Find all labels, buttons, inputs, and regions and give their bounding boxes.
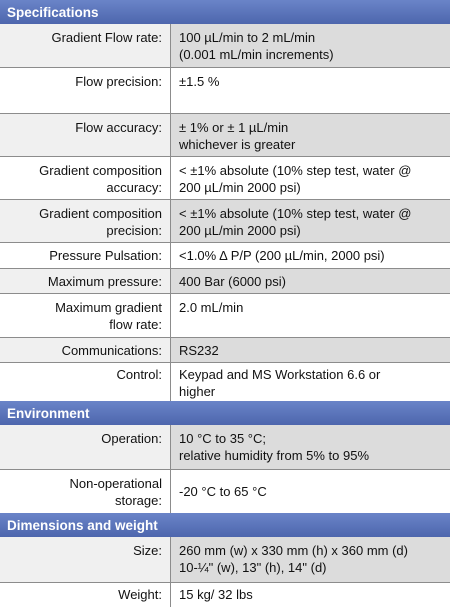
dim-row-size bbox=[0, 537, 450, 582]
value-text: ± 1% or ± 1 µL/min bbox=[179, 120, 289, 135]
spec-row-maximum-gradient-flow-rate bbox=[0, 294, 450, 337]
row-value bbox=[170, 68, 450, 113]
label-text: Pressure Pulsation: bbox=[49, 248, 162, 263]
value-text: 200 µL/min 2000 psi) bbox=[179, 223, 301, 238]
row-value bbox=[170, 363, 450, 401]
spec-row-maximum-pressure bbox=[0, 269, 450, 293]
section-title: Environment bbox=[7, 405, 90, 421]
value-text: 10 °C to 35 °C; bbox=[179, 431, 266, 446]
row-value bbox=[170, 294, 450, 337]
row-value bbox=[170, 269, 450, 293]
label-text: accuracy: bbox=[106, 180, 162, 195]
label-text: Communications: bbox=[61, 343, 162, 358]
spec-row-flow-accuracy bbox=[0, 114, 450, 156]
row-value bbox=[170, 200, 450, 242]
dim-row-weight bbox=[0, 583, 450, 607]
row-value bbox=[170, 24, 450, 68]
value-text: higher bbox=[179, 384, 216, 399]
section-title: Specifications bbox=[7, 4, 99, 20]
row-label bbox=[0, 114, 170, 156]
value-text: 2.0 mL/min bbox=[179, 300, 244, 315]
row-label bbox=[0, 24, 170, 68]
spec-row-gradient-flow-rate bbox=[0, 24, 450, 68]
row-value bbox=[170, 470, 450, 513]
row-value bbox=[170, 338, 450, 362]
row-label bbox=[0, 583, 170, 607]
label-text: storage: bbox=[115, 493, 162, 508]
label-text: Size: bbox=[133, 543, 162, 558]
row-label bbox=[0, 338, 170, 362]
value-text: 260 mm (w) x 330 mm (h) x 360 mm (d) bbox=[179, 543, 408, 558]
spec-row-control bbox=[0, 363, 450, 401]
section-header-dimensions-and-weight bbox=[0, 513, 450, 537]
value-text: ±1.5 % bbox=[179, 74, 220, 89]
row-label bbox=[0, 294, 170, 337]
row-value bbox=[170, 537, 450, 582]
row-value bbox=[170, 425, 450, 469]
row-label bbox=[0, 537, 170, 582]
value-text: relative humidity from 5% to 95% bbox=[179, 448, 370, 463]
label-text: precision: bbox=[106, 223, 162, 238]
spec-row-flow-precision bbox=[0, 68, 450, 113]
label-text: Maximum pressure: bbox=[47, 274, 162, 289]
value-text: Keypad and MS Workstation 6.6 or bbox=[179, 367, 381, 382]
spec-row-pressure-pulsation bbox=[0, 243, 450, 268]
value-text: < ±1% absolute (10% step test, water @ bbox=[179, 206, 412, 221]
row-label bbox=[0, 200, 170, 242]
label-text: Gradient Flow rate: bbox=[51, 30, 162, 45]
row-label bbox=[0, 243, 170, 268]
value-text: -20 °C to 65 °C bbox=[179, 484, 267, 499]
label-text: Flow precision: bbox=[75, 74, 162, 89]
env-row-non-operational-storage bbox=[0, 470, 450, 513]
label-text: Flow accuracy: bbox=[75, 120, 162, 135]
spec-row-communications bbox=[0, 338, 450, 362]
value-text: 15 kg/ 32 lbs bbox=[179, 587, 253, 602]
row-label bbox=[0, 363, 170, 401]
section-header-environment bbox=[0, 401, 450, 425]
row-value bbox=[170, 583, 450, 607]
env-row-operation bbox=[0, 425, 450, 469]
label-text: Non-operational bbox=[69, 476, 162, 491]
value-text: (0.001 mL/min increments) bbox=[179, 47, 334, 62]
row-label bbox=[0, 470, 170, 513]
row-label bbox=[0, 157, 170, 199]
spec-row-gradient-composition-accuracy bbox=[0, 157, 450, 199]
label-text: Weight: bbox=[118, 587, 162, 602]
label-text: Gradient composition bbox=[39, 163, 162, 178]
value-text: 400 Bar (6000 psi) bbox=[179, 274, 286, 289]
row-label bbox=[0, 269, 170, 293]
value-text: 100 µL/min to 2 mL/min bbox=[179, 30, 316, 45]
row-label bbox=[0, 425, 170, 469]
row-label bbox=[0, 68, 170, 113]
value-text: RS232 bbox=[179, 343, 219, 358]
label-text: Gradient composition bbox=[39, 206, 162, 221]
value-text: whichever is greater bbox=[179, 137, 296, 152]
row-value bbox=[170, 157, 450, 199]
label-text: Operation: bbox=[101, 431, 162, 446]
label-text: Maximum gradient bbox=[55, 300, 162, 315]
label-text: Control: bbox=[116, 367, 162, 382]
value-text: 200 µL/min 2000 psi) bbox=[179, 180, 301, 195]
value-text: < ±1% absolute (10% step test, water @ bbox=[179, 163, 412, 178]
row-value bbox=[170, 243, 450, 268]
value-text: <1.0% Δ P/P (200 µL/min, 2000 psi) bbox=[179, 248, 385, 263]
value-text: 10-¼" (w), 13" (h), 14" (d) bbox=[179, 560, 327, 575]
row-value bbox=[170, 114, 450, 156]
section-header-specifications bbox=[0, 0, 450, 24]
spec-row-gradient-composition-precision bbox=[0, 200, 450, 242]
section-title: Dimensions and weight bbox=[7, 517, 158, 533]
label-text: flow rate: bbox=[109, 317, 162, 332]
